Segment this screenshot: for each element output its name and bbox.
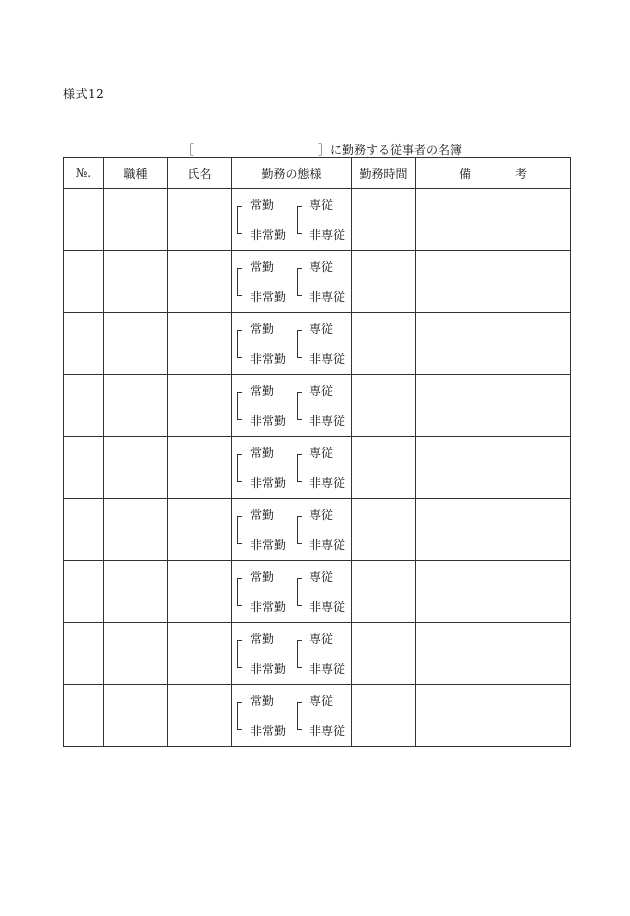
cell-work-mode — [232, 623, 352, 685]
title-open-bracket: ［ — [182, 142, 195, 157]
option-part-time[interactable]: 非常勤 — [250, 724, 287, 738]
cell-work-hours[interactable] — [352, 189, 416, 251]
left-bracket — [237, 330, 243, 358]
option-dedicated[interactable]: 専従 — [309, 694, 334, 708]
option-part-time[interactable]: 非常勤 — [250, 538, 287, 552]
cell-work-hours[interactable] — [352, 375, 416, 437]
option-non-dedicated[interactable]: 非専従 — [309, 476, 346, 490]
left-bracket — [237, 268, 243, 296]
right-bracket — [297, 454, 303, 482]
cell-name[interactable] — [168, 189, 232, 251]
cell-name[interactable] — [168, 251, 232, 313]
left-bracket — [237, 392, 243, 420]
right-bracket — [297, 268, 303, 296]
cell-occupation[interactable] — [104, 375, 168, 437]
cell-work-mode — [232, 313, 352, 375]
right-bracket — [297, 640, 303, 668]
option-dedicated[interactable]: 専従 — [309, 322, 334, 336]
cell-work-mode — [232, 561, 352, 623]
table-row — [64, 375, 571, 437]
option-non-dedicated[interactable]: 非専従 — [309, 290, 346, 304]
left-bracket — [237, 206, 243, 234]
option-full-time[interactable]: 常勤 — [250, 570, 275, 584]
left-bracket — [237, 702, 243, 730]
option-part-time[interactable]: 非常勤 — [250, 352, 287, 366]
option-full-time[interactable]: 常勤 — [250, 694, 275, 708]
cell-work-mode — [232, 437, 352, 499]
option-dedicated[interactable]: 専従 — [309, 632, 334, 646]
option-non-dedicated[interactable]: 非専従 — [309, 538, 346, 552]
cell-name[interactable] — [168, 685, 232, 747]
cell-occupation[interactable] — [104, 313, 168, 375]
option-full-time[interactable]: 常勤 — [250, 198, 275, 212]
cell-remarks[interactable] — [416, 437, 571, 499]
table-row — [64, 499, 571, 561]
option-dedicated[interactable]: 専従 — [309, 446, 334, 460]
option-part-time[interactable]: 非常勤 — [250, 414, 287, 428]
right-bracket — [297, 516, 303, 544]
header-work-hours: 勤務時間 — [352, 158, 416, 189]
table-row — [64, 189, 571, 251]
cell-work-hours[interactable] — [352, 685, 416, 747]
right-bracket — [297, 702, 303, 730]
cell-remarks[interactable] — [416, 685, 571, 747]
form-number: 様式12 — [63, 87, 105, 101]
option-non-dedicated[interactable]: 非専従 — [309, 600, 346, 614]
cell-work-hours[interactable] — [352, 313, 416, 375]
cell-remarks[interactable] — [416, 313, 571, 375]
cell-remarks[interactable] — [416, 375, 571, 437]
cell-occupation[interactable] — [104, 251, 168, 313]
option-full-time[interactable]: 常勤 — [250, 508, 275, 522]
option-non-dedicated[interactable]: 非専従 — [309, 228, 346, 242]
option-dedicated[interactable]: 専従 — [309, 384, 334, 398]
option-full-time[interactable]: 常勤 — [250, 446, 275, 460]
cell-no[interactable] — [64, 313, 104, 375]
cell-occupation[interactable] — [104, 561, 168, 623]
table-row — [64, 437, 571, 499]
cell-no[interactable] — [64, 437, 104, 499]
header-work-mode: 勤務の態様 — [232, 158, 352, 189]
option-part-time[interactable]: 非常勤 — [250, 290, 287, 304]
cell-no[interactable] — [64, 189, 104, 251]
cell-occupation[interactable] — [104, 437, 168, 499]
cell-work-hours[interactable] — [352, 499, 416, 561]
table-row — [64, 251, 571, 313]
staff-roster-table — [63, 157, 571, 747]
header-remarks-char-1: 備 — [458, 166, 471, 181]
cell-name[interactable] — [168, 375, 232, 437]
cell-work-mode — [232, 685, 352, 747]
right-bracket — [297, 578, 303, 606]
cell-name[interactable] — [168, 561, 232, 623]
cell-remarks[interactable] — [416, 561, 571, 623]
header-occupation: 職種 — [104, 158, 168, 189]
option-dedicated[interactable]: 専従 — [309, 508, 334, 522]
header-remarks — [416, 158, 571, 189]
option-dedicated[interactable]: 専従 — [309, 260, 334, 274]
option-part-time[interactable]: 非常勤 — [250, 228, 287, 242]
cell-remarks[interactable] — [416, 499, 571, 561]
cell-name[interactable] — [168, 313, 232, 375]
right-bracket — [297, 206, 303, 234]
option-non-dedicated[interactable]: 非専従 — [309, 724, 346, 738]
cell-work-mode — [232, 251, 352, 313]
cell-work-mode — [232, 499, 352, 561]
table-row — [64, 313, 571, 375]
cell-name[interactable] — [168, 437, 232, 499]
left-bracket — [237, 578, 243, 606]
header-remarks-char-2: 考 — [515, 166, 528, 181]
roster-title — [182, 141, 462, 157]
left-bracket — [237, 640, 243, 668]
cell-occupation[interactable] — [104, 189, 168, 251]
cell-occupation[interactable] — [104, 623, 168, 685]
cell-work-mode — [232, 375, 352, 437]
header-row — [64, 158, 571, 189]
cell-work-hours[interactable] — [352, 561, 416, 623]
header-name: 氏名 — [168, 158, 232, 189]
right-bracket — [297, 392, 303, 420]
option-part-time[interactable]: 非常勤 — [250, 662, 287, 676]
cell-no[interactable] — [64, 685, 104, 747]
option-full-time[interactable]: 常勤 — [250, 322, 275, 336]
cell-no[interactable] — [64, 375, 104, 437]
cell-occupation[interactable] — [104, 499, 168, 561]
cell-no[interactable] — [64, 561, 104, 623]
cell-name[interactable] — [168, 499, 232, 561]
right-bracket — [297, 330, 303, 358]
option-full-time[interactable]: 常勤 — [250, 384, 275, 398]
left-bracket — [237, 516, 243, 544]
table-row — [64, 623, 571, 685]
option-full-time[interactable]: 常勤 — [250, 632, 275, 646]
option-dedicated[interactable]: 専従 — [309, 198, 334, 212]
roster-body — [64, 189, 571, 747]
option-non-dedicated[interactable]: 非専従 — [309, 662, 346, 676]
cell-remarks[interactable] — [416, 623, 571, 685]
option-non-dedicated[interactable]: 非専従 — [309, 352, 346, 366]
cell-remarks[interactable] — [416, 251, 571, 313]
title-text: に勤務する従事者の名簿 — [330, 142, 463, 157]
cell-work-hours[interactable] — [352, 623, 416, 685]
option-part-time[interactable]: 非常勤 — [250, 600, 287, 614]
left-bracket — [237, 454, 243, 482]
cell-work-mode — [232, 189, 352, 251]
cell-no[interactable] — [64, 251, 104, 313]
option-full-time[interactable]: 常勤 — [250, 260, 275, 274]
cell-no[interactable] — [64, 623, 104, 685]
cell-work-hours[interactable] — [352, 437, 416, 499]
option-non-dedicated[interactable]: 非専従 — [309, 414, 346, 428]
cell-name[interactable] — [168, 623, 232, 685]
title-close-bracket: ］ — [318, 142, 331, 157]
cell-work-hours[interactable] — [352, 251, 416, 313]
option-part-time[interactable]: 非常勤 — [250, 476, 287, 490]
table-row — [64, 685, 571, 747]
header-no: №. — [64, 158, 104, 189]
option-dedicated[interactable]: 専従 — [309, 570, 334, 584]
cell-occupation[interactable] — [104, 685, 168, 747]
cell-remarks[interactable] — [416, 189, 571, 251]
workplace-blank — [194, 142, 318, 156]
cell-no[interactable] — [64, 499, 104, 561]
table-row — [64, 561, 571, 623]
